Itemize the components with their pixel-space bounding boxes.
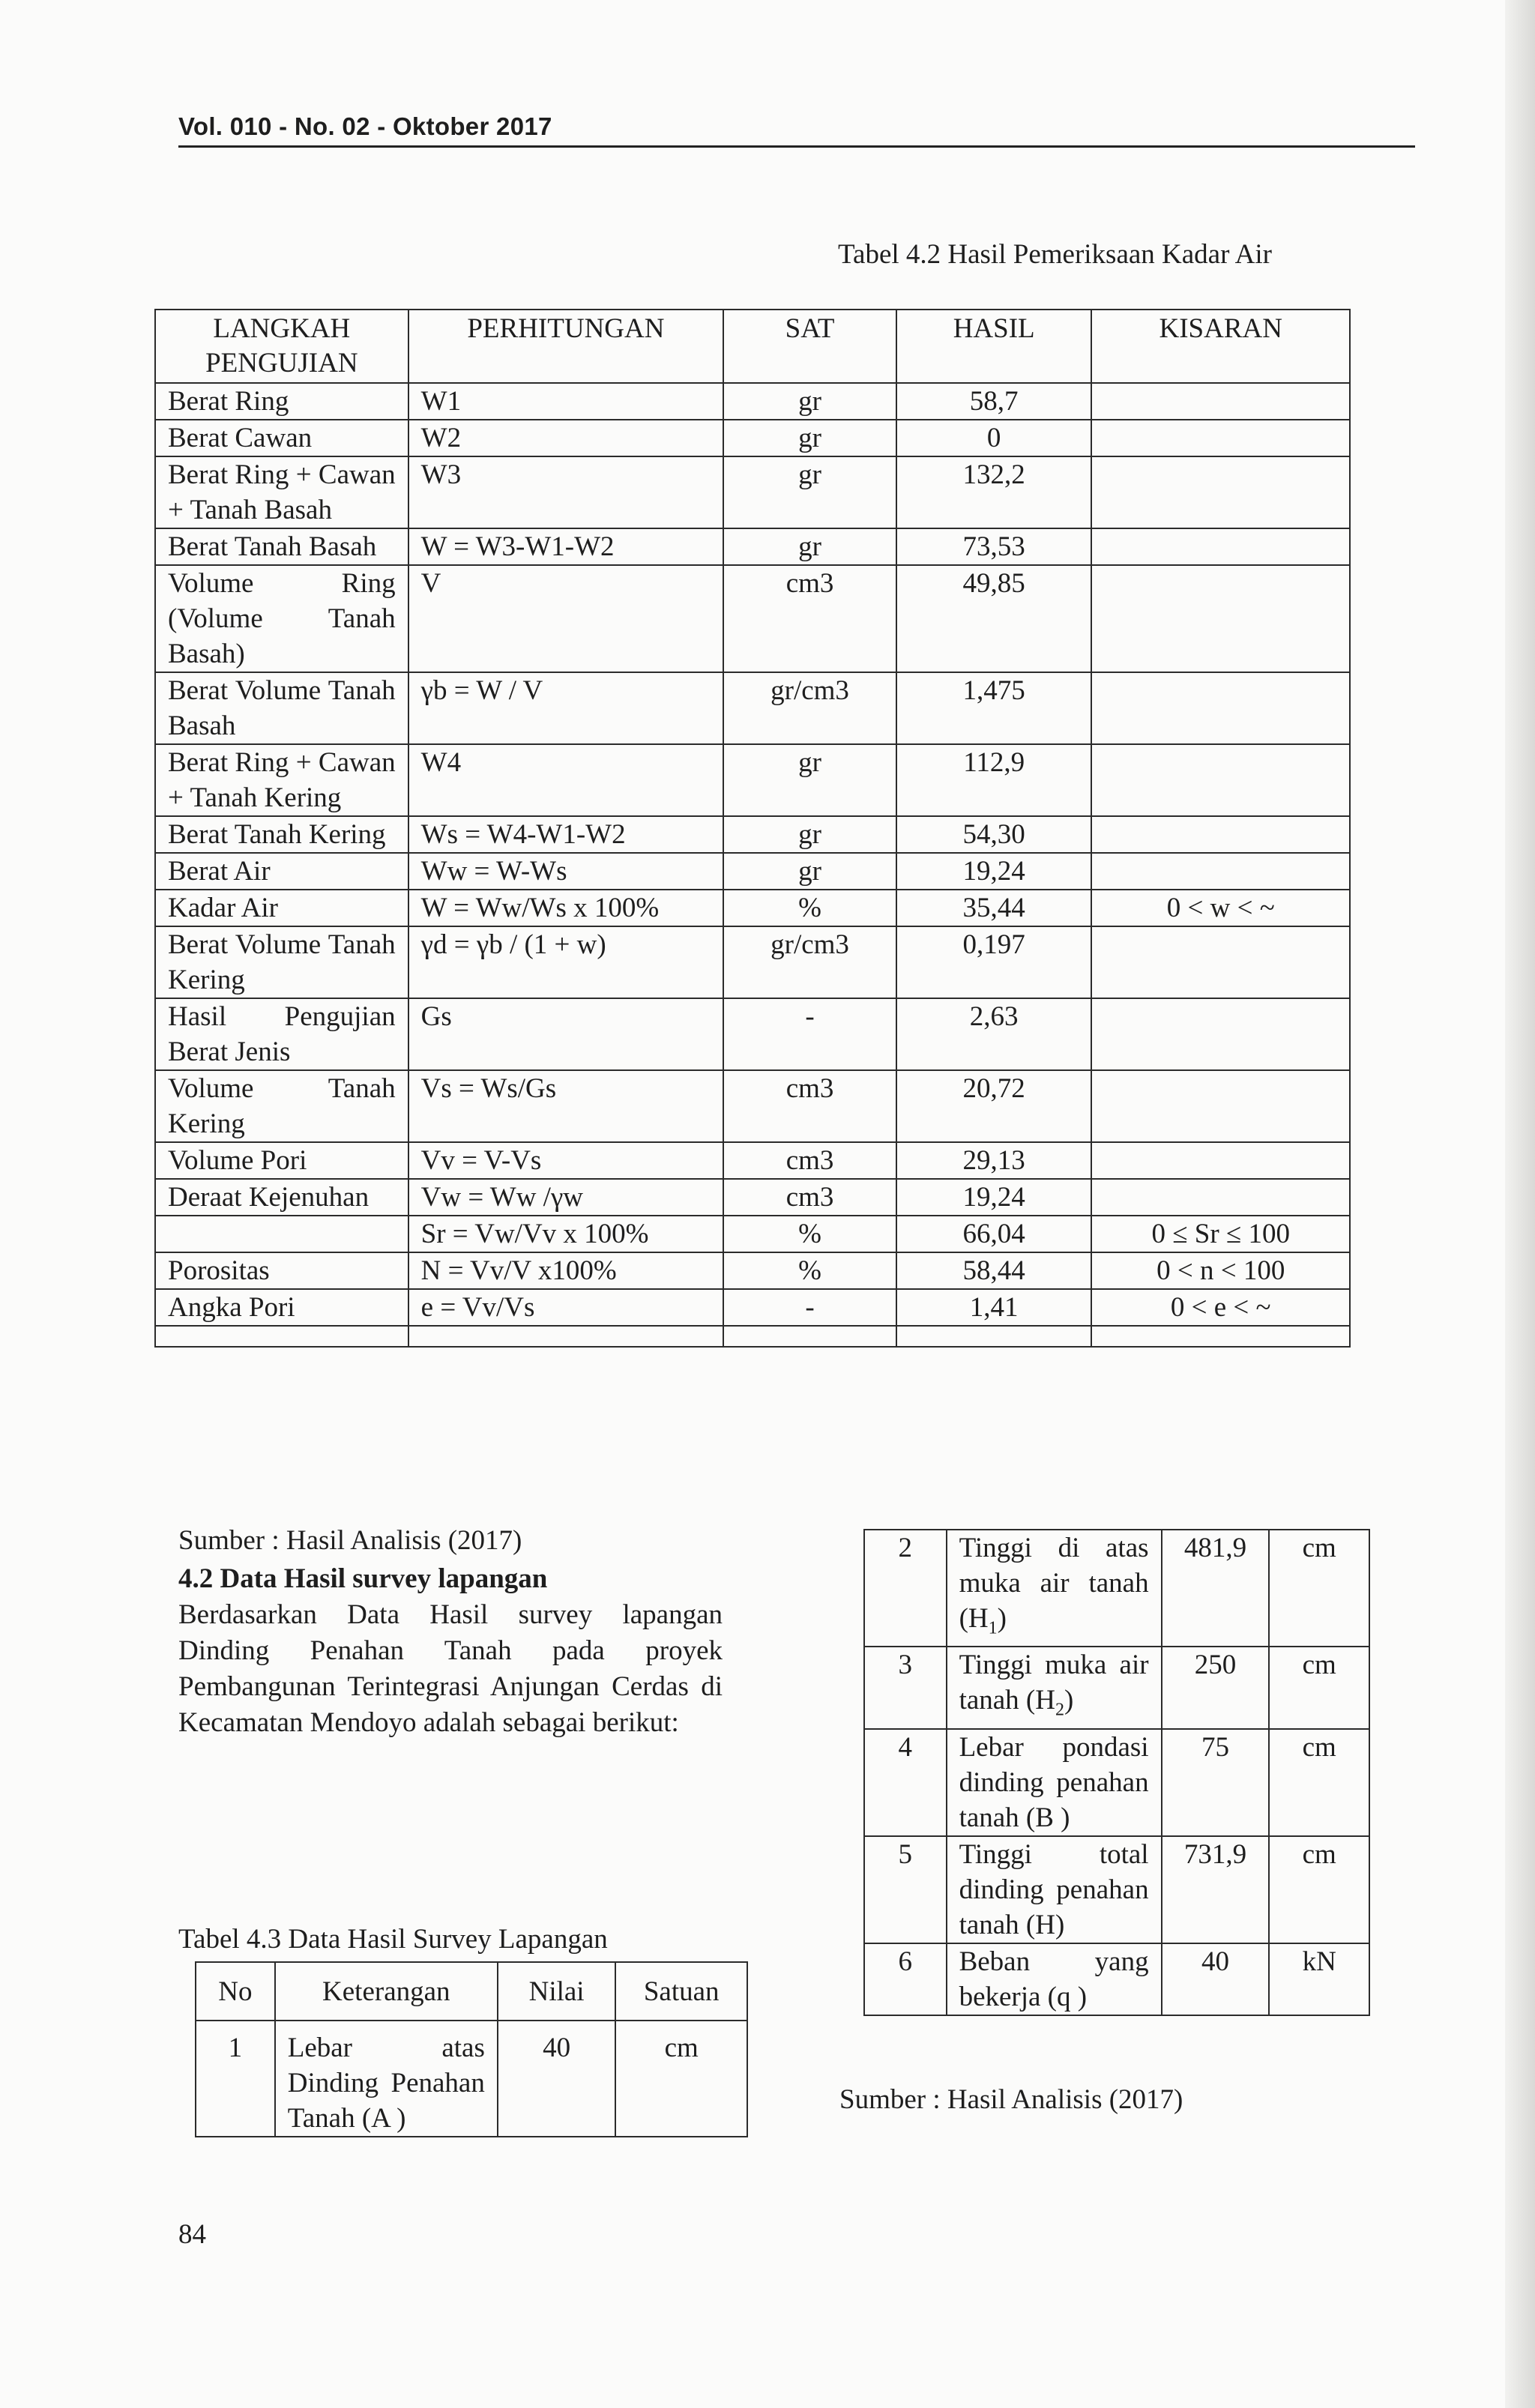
row-unit: gr bbox=[723, 853, 896, 890]
empty-cell bbox=[408, 1326, 724, 1347]
section-4-2 bbox=[178, 1561, 723, 1741]
row-calculation: Sr = Vw/Vv x 100% bbox=[408, 1216, 724, 1252]
table-row bbox=[155, 890, 1350, 926]
row-result: 2,63 bbox=[896, 998, 1092, 1070]
header-result: HASIL bbox=[896, 310, 1092, 383]
table-4-3-caption: Tabel 4.3 Data Hasil Survey Lapangan bbox=[178, 1924, 608, 1955]
moisture-content-table bbox=[154, 309, 1351, 1348]
row-step: Berat Tanah Kering bbox=[155, 816, 408, 853]
row-result: 58,44 bbox=[896, 1252, 1092, 1289]
row-range bbox=[1091, 926, 1350, 998]
table-row bbox=[155, 528, 1350, 565]
survey-table-part-1 bbox=[195, 1961, 748, 2137]
empty-cell bbox=[155, 1326, 408, 1347]
row-unit: gr bbox=[723, 528, 896, 565]
table-row bbox=[155, 1179, 1350, 1216]
row-unit: gr/cm3 bbox=[723, 926, 896, 998]
row-result: 49,85 bbox=[896, 565, 1092, 672]
row-value: 731,9 bbox=[1162, 1836, 1270, 1943]
row-result: 1,475 bbox=[896, 672, 1092, 744]
row-step: Angka Pori bbox=[155, 1289, 408, 1326]
row-result: 112,9 bbox=[896, 744, 1092, 816]
row-step: Kadar Air bbox=[155, 890, 408, 926]
row-step: Berat Ring bbox=[155, 383, 408, 420]
row-range bbox=[1091, 672, 1350, 744]
row-unit: gr/cm3 bbox=[723, 672, 896, 744]
header-description: Keterangan bbox=[275, 1962, 498, 2021]
row-value: 40 bbox=[498, 2021, 616, 2137]
section-body: Berdasarkan Data Hasil survey lapangan Dinding Penahan Tanah pada proyek Pembangunan Terintegrasi Anjungan Cerdas di Kecamatan Mendoyo adalah sebagai berikut: bbox=[178, 1599, 723, 1738]
table-row bbox=[864, 1943, 1369, 2015]
table-row bbox=[155, 383, 1350, 420]
table-row bbox=[864, 1530, 1369, 1647]
scan-edge bbox=[1505, 0, 1535, 2408]
row-unit: cm bbox=[1269, 1647, 1369, 1728]
row-result: 58,7 bbox=[896, 383, 1092, 420]
row-description: Lebar atas Dinding Penahan Tanah (A ) bbox=[275, 2021, 498, 2137]
description-suffix: ) bbox=[997, 1603, 1007, 1634]
row-value: 481,9 bbox=[1162, 1530, 1270, 1647]
row-result: 0 bbox=[896, 420, 1092, 456]
table-header-row bbox=[196, 1962, 747, 2021]
empty-cell bbox=[1091, 1326, 1350, 1347]
row-step: Berat Tanah Basah bbox=[155, 528, 408, 565]
row-unit: % bbox=[723, 890, 896, 926]
row-step: Volume Ring (Volume Tanah Basah) bbox=[155, 565, 408, 672]
row-calculation: W2 bbox=[408, 420, 724, 456]
table-row bbox=[155, 565, 1350, 672]
row-calculation: N = Vv/V x100% bbox=[408, 1252, 724, 1289]
row-unit: - bbox=[723, 998, 896, 1070]
row-calculation: W = Ww/Ws x 100% bbox=[408, 890, 724, 926]
row-step: Volume Tanah Kering bbox=[155, 1070, 408, 1142]
header-step: LANGKAH PENGUJIAN bbox=[155, 310, 408, 383]
row-calculation: Vs = Ws/Gs bbox=[408, 1070, 724, 1142]
row-range bbox=[1091, 853, 1350, 890]
row-calculation: γb = W / V bbox=[408, 672, 724, 744]
row-unit: gr bbox=[723, 744, 896, 816]
row-unit: - bbox=[723, 1289, 896, 1326]
table-row bbox=[155, 744, 1350, 816]
row-step: Volume Pori bbox=[155, 1142, 408, 1179]
row-unit: cm bbox=[1269, 1530, 1369, 1647]
row-unit: kN bbox=[1269, 1943, 1369, 2015]
row-result: 0,197 bbox=[896, 926, 1092, 998]
row-calculation: Vw = Ww /γw bbox=[408, 1179, 724, 1216]
row-no: 5 bbox=[864, 1836, 947, 1943]
table-4-2-source: Sumber : Hasil Analisis (2017) bbox=[178, 1525, 522, 1556]
row-unit: cm3 bbox=[723, 1179, 896, 1216]
header-unit: SAT bbox=[723, 310, 896, 383]
row-unit: cm3 bbox=[723, 565, 896, 672]
row-range bbox=[1091, 744, 1350, 816]
header-no: No bbox=[196, 1962, 275, 2021]
row-calculation: W4 bbox=[408, 744, 724, 816]
row-calculation: V bbox=[408, 565, 724, 672]
table-row bbox=[864, 1729, 1369, 1836]
table-4-2-caption: Tabel 4.2 Hasil Pemeriksaan Kadar Air bbox=[838, 239, 1272, 270]
row-unit: cm3 bbox=[723, 1070, 896, 1142]
row-description bbox=[947, 1943, 1162, 2015]
row-no: 3 bbox=[864, 1647, 947, 1728]
row-no: 6 bbox=[864, 1943, 947, 2015]
row-description bbox=[947, 1530, 1162, 1647]
table-row bbox=[155, 1070, 1350, 1142]
header-range: KISARAN bbox=[1091, 310, 1350, 383]
row-result: 29,13 bbox=[896, 1142, 1092, 1179]
row-step: Porositas bbox=[155, 1252, 408, 1289]
row-range bbox=[1091, 1070, 1350, 1142]
row-unit: % bbox=[723, 1216, 896, 1252]
row-result: 19,24 bbox=[896, 1179, 1092, 1216]
table-row bbox=[155, 672, 1350, 744]
row-unit: cm bbox=[1269, 1729, 1369, 1836]
table-row bbox=[155, 1216, 1350, 1252]
row-no: 1 bbox=[196, 2021, 275, 2137]
description-text: Tinggi total dinding penahan tanah (H) bbox=[959, 1838, 1149, 1940]
journal-header bbox=[178, 112, 1415, 148]
table-4-3-source: Sumber : Hasil Analisis (2017) bbox=[839, 2084, 1183, 2115]
row-calculation: Ws = W4-W1-W2 bbox=[408, 816, 724, 853]
row-calculation: e = Vv/Vs bbox=[408, 1289, 724, 1326]
row-unit: gr bbox=[723, 420, 896, 456]
row-description bbox=[947, 1647, 1162, 1728]
row-range bbox=[1091, 1179, 1350, 1216]
row-range bbox=[1091, 528, 1350, 565]
table-row bbox=[155, 1252, 1350, 1289]
subscript: 1 bbox=[988, 1618, 998, 1638]
row-step: Berat Air bbox=[155, 853, 408, 890]
description-text: Beban yang bekerja (q ) bbox=[959, 1946, 1149, 2012]
row-range: 0 ≤ Sr ≤ 100 bbox=[1091, 1216, 1350, 1252]
row-result: 73,53 bbox=[896, 528, 1092, 565]
header-unit: Satuan bbox=[615, 1962, 747, 2021]
description-text: Tinggi muka air tanah (H bbox=[959, 1650, 1149, 1716]
row-calculation: γd = γb / (1 + w) bbox=[408, 926, 724, 998]
row-calculation: W3 bbox=[408, 456, 724, 528]
table-row bbox=[155, 456, 1350, 528]
table-header-row bbox=[155, 310, 1350, 383]
row-result: 66,04 bbox=[896, 1216, 1092, 1252]
journal-issue: Vol. 010 - No. 02 - Oktober 2017 bbox=[178, 112, 552, 140]
table-row bbox=[155, 998, 1350, 1070]
row-unit: % bbox=[723, 1252, 896, 1289]
row-step: Berat Ring + Cawan + Tanah Kering bbox=[155, 744, 408, 816]
row-unit: cm bbox=[615, 2021, 747, 2137]
row-result: 35,44 bbox=[896, 890, 1092, 926]
row-range: 0 < w < ~ bbox=[1091, 890, 1350, 926]
row-value: 250 bbox=[1162, 1647, 1270, 1728]
description-suffix: ) bbox=[1064, 1685, 1074, 1716]
row-unit: gr bbox=[723, 456, 896, 528]
row-range bbox=[1091, 1142, 1350, 1179]
empty-cell bbox=[896, 1326, 1092, 1347]
row-step: Berat Cawan bbox=[155, 420, 408, 456]
survey-table-part-2 bbox=[863, 1529, 1370, 2016]
row-unit: gr bbox=[723, 816, 896, 853]
row-step: Berat Ring + Cawan + Tanah Basah bbox=[155, 456, 408, 528]
row-range bbox=[1091, 998, 1350, 1070]
row-result: 19,24 bbox=[896, 853, 1092, 890]
row-value: 40 bbox=[1162, 1943, 1270, 2015]
page-number: 84 bbox=[178, 2219, 206, 2250]
row-description bbox=[947, 1836, 1162, 1943]
header-value: Nilai bbox=[498, 1962, 616, 2021]
row-range bbox=[1091, 420, 1350, 456]
row-range bbox=[1091, 565, 1350, 672]
row-calculation: Gs bbox=[408, 998, 724, 1070]
row-calculation: W1 bbox=[408, 383, 724, 420]
row-calculation: W = W3-W1-W2 bbox=[408, 528, 724, 565]
row-unit: cm3 bbox=[723, 1142, 896, 1179]
empty-row bbox=[155, 1326, 1350, 1347]
row-unit: gr bbox=[723, 383, 896, 420]
table-row bbox=[155, 926, 1350, 998]
subscript: 2 bbox=[1055, 1700, 1064, 1720]
description-text: Lebar pondasi dinding penahan tanah (B ) bbox=[959, 1731, 1149, 1833]
row-step: Deraat Kejenuhan bbox=[155, 1179, 408, 1216]
table-row bbox=[196, 2021, 747, 2137]
row-range: 0 < n < 100 bbox=[1091, 1252, 1350, 1289]
row-result: 54,30 bbox=[896, 816, 1092, 853]
row-range bbox=[1091, 456, 1350, 528]
table-row bbox=[864, 1836, 1369, 1943]
row-step bbox=[155, 1216, 408, 1252]
row-no: 4 bbox=[864, 1729, 947, 1836]
row-calculation: Vv = V-Vs bbox=[408, 1142, 724, 1179]
table-row bbox=[155, 1289, 1350, 1326]
table-row bbox=[864, 1647, 1369, 1728]
empty-cell bbox=[723, 1326, 896, 1347]
row-range bbox=[1091, 816, 1350, 853]
row-value: 75 bbox=[1162, 1729, 1270, 1836]
row-result: 20,72 bbox=[896, 1070, 1092, 1142]
header-calculation: PERHITUNGAN bbox=[408, 310, 724, 383]
row-step: Berat Volume Tanah Basah bbox=[155, 672, 408, 744]
section-title: 4.2 Data Hasil survey lapangan bbox=[178, 1563, 548, 1594]
table-row bbox=[155, 420, 1350, 456]
description-text: Tinggi di atas muka air tanah (H bbox=[959, 1533, 1149, 1634]
table-row bbox=[155, 816, 1350, 853]
row-calculation: Ww = W-Ws bbox=[408, 853, 724, 890]
row-unit: cm bbox=[1269, 1836, 1369, 1943]
table-row bbox=[155, 1142, 1350, 1179]
row-range: 0 < e < ~ bbox=[1091, 1289, 1350, 1326]
row-no: 2 bbox=[864, 1530, 947, 1647]
table-row bbox=[155, 853, 1350, 890]
row-result: 132,2 bbox=[896, 456, 1092, 528]
row-step: Hasil Pengujian Berat Jenis bbox=[155, 998, 408, 1070]
row-range bbox=[1091, 383, 1350, 420]
row-description bbox=[947, 1729, 1162, 1836]
row-step: Berat Volume Tanah Kering bbox=[155, 926, 408, 998]
row-result: 1,41 bbox=[896, 1289, 1092, 1326]
